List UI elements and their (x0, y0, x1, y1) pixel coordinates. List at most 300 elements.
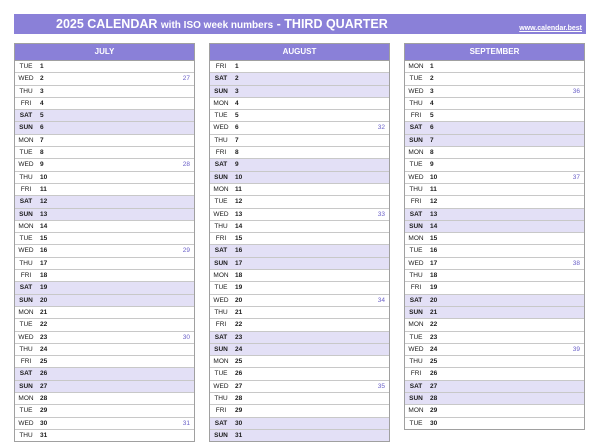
day-row (405, 319, 584, 331)
day-number: 4 (40, 99, 44, 107)
day-row (15, 356, 194, 368)
day-number: 26 (430, 370, 438, 378)
day-name: SUN (214, 173, 228, 181)
day-number: 20 (40, 296, 48, 304)
day-name: THU (19, 87, 33, 95)
day-name: SAT (214, 161, 228, 169)
day-number: 31 (235, 431, 243, 439)
week-number: 36 (572, 87, 580, 95)
day-number: 31 (40, 431, 48, 439)
day-name: MON (18, 395, 34, 403)
day-number: 28 (235, 395, 243, 403)
day-name: SAT (19, 112, 33, 120)
day-number: 17 (40, 259, 48, 267)
day-name: TUE (214, 198, 228, 206)
week-number: 34 (377, 296, 385, 304)
day-row (405, 270, 584, 282)
day-number: 1 (235, 63, 239, 70)
day-number: 1 (430, 63, 434, 70)
day-row (210, 368, 389, 380)
day-number: 6 (40, 124, 44, 132)
day-row (405, 221, 584, 233)
day-number: 8 (430, 149, 434, 157)
day-number: 5 (40, 112, 44, 120)
day-number: 7 (40, 136, 44, 144)
day-row (405, 209, 584, 221)
day-number: 22 (40, 321, 48, 329)
day-row (405, 86, 584, 98)
day-row (210, 98, 389, 110)
day-name: THU (214, 395, 228, 403)
day-list (15, 61, 194, 441)
day-row (15, 233, 194, 245)
day-number: 12 (430, 198, 438, 206)
day-row (15, 282, 194, 294)
day-row (15, 307, 194, 319)
day-number: 5 (235, 112, 239, 120)
day-number: 16 (235, 247, 243, 255)
day-name: SAT (214, 333, 228, 341)
day-name: FRI (215, 149, 227, 157)
day-row (15, 147, 194, 159)
website-link[interactable]: www.calendar.best (519, 25, 582, 32)
day-name: SAT (214, 419, 228, 427)
day-number: 19 (40, 284, 48, 292)
day-row (405, 332, 584, 344)
week-number: 28 (182, 161, 190, 169)
day-number: 27 (235, 382, 243, 390)
day-name: THU (409, 185, 423, 193)
day-name: FRI (215, 321, 227, 329)
day-row (210, 319, 389, 331)
day-name: MON (408, 407, 424, 415)
day-row (405, 172, 584, 184)
day-name: MON (213, 358, 229, 366)
day-number: 22 (430, 321, 438, 329)
day-number: 9 (430, 161, 434, 169)
day-number: 2 (430, 75, 434, 83)
day-row (15, 159, 194, 171)
day-number: 27 (40, 382, 48, 390)
day-number: 6 (235, 124, 239, 132)
day-row (15, 86, 194, 98)
day-name: THU (214, 136, 228, 144)
day-name: THU (19, 173, 33, 181)
day-number: 5 (430, 112, 434, 120)
day-name: WED (18, 75, 34, 83)
day-number: 26 (40, 370, 48, 378)
day-row (210, 86, 389, 98)
day-row (15, 184, 194, 196)
day-name: SUN (19, 124, 33, 132)
day-name: SUN (19, 296, 33, 304)
day-row (210, 184, 389, 196)
day-row (405, 159, 584, 171)
month-column-september (404, 43, 585, 430)
day-row (405, 307, 584, 319)
day-row (405, 258, 584, 270)
day-row (405, 184, 584, 196)
day-name: TUE (409, 161, 423, 169)
day-number: 1 (40, 63, 44, 70)
day-name: THU (409, 272, 423, 280)
day-number: 30 (40, 419, 48, 427)
day-number: 23 (40, 333, 48, 341)
day-name: SAT (19, 284, 33, 292)
week-number: 29 (182, 247, 190, 255)
day-number: 25 (40, 358, 48, 366)
week-number: 35 (377, 382, 385, 390)
day-row (210, 405, 389, 417)
day-number: 2 (40, 75, 44, 83)
week-number: 31 (182, 419, 190, 427)
day-name: THU (19, 431, 33, 439)
day-number: 29 (430, 407, 438, 415)
day-name: TUE (19, 407, 33, 415)
day-number: 11 (235, 185, 242, 193)
day-row (15, 172, 194, 184)
day-number: 3 (40, 87, 44, 95)
day-name: TUE (409, 333, 423, 341)
day-number: 17 (430, 259, 438, 267)
day-row (15, 196, 194, 208)
day-name: SUN (214, 259, 228, 267)
day-name: FRI (410, 284, 422, 292)
day-name: FRI (410, 198, 422, 206)
day-name: MON (408, 149, 424, 157)
day-row (210, 393, 389, 405)
day-number: 20 (235, 296, 243, 304)
day-name: THU (409, 99, 423, 107)
day-row (405, 110, 584, 122)
day-number: 12 (40, 198, 48, 206)
day-number: 6 (430, 124, 434, 132)
day-name: SUN (214, 87, 228, 95)
day-row (210, 221, 389, 233)
day-name: SUN (409, 136, 423, 144)
day-number: 19 (430, 284, 438, 292)
title-subtitle: with ISO week numbers (160, 20, 274, 31)
day-number: 9 (40, 161, 44, 169)
day-number: 27 (430, 382, 438, 390)
day-number: 23 (235, 333, 243, 341)
day-row (15, 295, 194, 307)
day-name: WED (213, 124, 229, 132)
day-row (15, 344, 194, 356)
day-name: MON (18, 308, 34, 316)
day-row (210, 122, 389, 134)
day-number: 2 (235, 75, 239, 83)
day-row (15, 368, 194, 380)
day-row (405, 122, 584, 134)
day-name: FRI (215, 63, 227, 70)
day-row (15, 332, 194, 344)
day-name: MON (213, 272, 229, 280)
day-row (15, 61, 194, 73)
day-number: 22 (235, 321, 243, 329)
day-name: WED (18, 161, 34, 169)
day-name: SAT (19, 198, 33, 206)
day-row (15, 381, 194, 393)
day-row (15, 135, 194, 147)
day-row (405, 295, 584, 307)
day-name: TUE (409, 419, 423, 427)
day-row (15, 270, 194, 282)
day-name: SAT (409, 124, 423, 132)
day-name: WED (213, 382, 229, 390)
month-column-july (14, 43, 195, 442)
day-row (15, 258, 194, 270)
week-number: 27 (182, 75, 190, 83)
day-row (210, 258, 389, 270)
day-row (405, 196, 584, 208)
month-column-august (209, 43, 390, 442)
day-number: 21 (235, 308, 243, 316)
day-name: TUE (19, 149, 33, 157)
day-name: WED (408, 345, 424, 353)
day-number: 25 (235, 358, 243, 366)
day-name: WED (213, 210, 229, 218)
day-number: 3 (430, 87, 434, 95)
day-row (405, 393, 584, 405)
week-number: 38 (572, 259, 580, 267)
week-number: 30 (182, 333, 190, 341)
day-number: 14 (40, 222, 48, 230)
day-row (210, 73, 389, 85)
day-name: THU (409, 358, 423, 366)
day-number: 18 (430, 272, 438, 280)
day-row (210, 172, 389, 184)
day-number: 4 (430, 99, 434, 107)
day-row (405, 282, 584, 294)
day-name: MON (18, 222, 34, 230)
day-number: 17 (235, 259, 243, 267)
day-number: 14 (430, 222, 438, 230)
title-main: 2025 CALENDAR (56, 17, 158, 31)
day-number: 13 (40, 210, 48, 218)
day-row (210, 282, 389, 294)
day-row (15, 405, 194, 417)
day-name: SUN (214, 431, 228, 439)
day-number: 7 (430, 136, 434, 144)
day-name: TUE (214, 284, 228, 292)
day-row (15, 393, 194, 405)
day-number: 10 (40, 173, 48, 181)
day-number: 16 (40, 247, 48, 255)
day-name: FRI (215, 407, 227, 415)
day-row (210, 295, 389, 307)
day-name: SUN (409, 308, 423, 316)
day-number: 29 (40, 407, 48, 415)
day-row (15, 122, 194, 134)
day-name: TUE (214, 370, 228, 378)
day-number: 13 (430, 210, 438, 218)
day-row (405, 356, 584, 368)
day-number: 28 (40, 395, 48, 403)
day-row (210, 159, 389, 171)
day-row (15, 73, 194, 85)
day-number: 30 (430, 419, 438, 427)
day-number: 29 (235, 407, 243, 415)
day-number: 24 (40, 345, 48, 353)
day-row (210, 196, 389, 208)
day-name: WED (18, 419, 34, 427)
title-quarter: - THIRD QUARTER (276, 17, 388, 31)
day-name: MON (213, 99, 229, 107)
day-number: 11 (430, 185, 437, 193)
day-name: TUE (409, 75, 423, 83)
day-number: 10 (430, 173, 438, 181)
day-name: SAT (214, 75, 228, 83)
day-name: FRI (410, 112, 422, 120)
day-row (210, 381, 389, 393)
day-number: 8 (40, 149, 44, 157)
day-name: SAT (409, 210, 423, 218)
page-title (56, 14, 388, 36)
day-number: 25 (430, 358, 438, 366)
day-name: TUE (409, 247, 423, 255)
day-number: 7 (235, 136, 239, 144)
day-row (405, 405, 584, 417)
day-row (405, 73, 584, 85)
day-number: 9 (235, 161, 239, 169)
day-row (405, 344, 584, 356)
day-number: 20 (430, 296, 438, 304)
day-number: 15 (430, 235, 438, 243)
day-name: THU (19, 259, 33, 267)
day-name: FRI (20, 272, 32, 280)
day-name: WED (18, 333, 34, 341)
day-name: MON (408, 63, 424, 70)
day-number: 28 (430, 395, 438, 403)
day-number: 14 (235, 222, 243, 230)
day-row (405, 381, 584, 393)
day-name: MON (408, 235, 424, 243)
day-name: THU (19, 345, 33, 353)
day-row (210, 110, 389, 122)
day-number: 16 (430, 247, 438, 255)
day-number: 15 (40, 235, 48, 243)
day-row (210, 147, 389, 159)
day-number: 24 (430, 345, 438, 353)
day-row (210, 245, 389, 257)
day-name: SUN (409, 395, 423, 403)
day-number: 19 (235, 284, 243, 292)
day-name: TUE (19, 63, 33, 70)
day-name: SUN (409, 222, 423, 230)
day-row (210, 332, 389, 344)
week-number: 37 (572, 173, 580, 181)
day-row (15, 98, 194, 110)
day-number: 15 (235, 235, 243, 243)
day-name: SUN (19, 210, 33, 218)
month-header: SEPTEMBER (405, 44, 584, 61)
day-number: 8 (235, 149, 239, 157)
day-row (210, 233, 389, 245)
day-number: 18 (40, 272, 48, 280)
day-row (15, 245, 194, 257)
day-name: WED (408, 87, 424, 95)
day-number: 3 (235, 87, 239, 95)
day-name: SAT (214, 247, 228, 255)
day-row (405, 368, 584, 380)
day-name: SAT (409, 296, 423, 304)
day-number: 23 (430, 333, 438, 341)
day-name: THU (214, 308, 228, 316)
day-name: FRI (20, 358, 32, 366)
day-name: FRI (410, 370, 422, 378)
day-row (15, 110, 194, 122)
day-number: 30 (235, 419, 243, 427)
day-number: 21 (430, 308, 438, 316)
week-number: 39 (572, 345, 580, 353)
day-name: FRI (20, 185, 32, 193)
day-name: SAT (19, 370, 33, 378)
day-number: 12 (235, 198, 243, 206)
day-number: 11 (40, 185, 47, 193)
day-row (210, 307, 389, 319)
day-row (210, 344, 389, 356)
day-row (15, 430, 194, 441)
day-row (15, 319, 194, 331)
day-number: 24 (235, 345, 243, 353)
month-header: JULY (15, 44, 194, 61)
day-row (210, 61, 389, 73)
month-header: AUGUST (210, 44, 389, 61)
day-row (405, 135, 584, 147)
week-number: 32 (377, 124, 385, 132)
day-name: TUE (19, 321, 33, 329)
day-name: SUN (19, 382, 33, 390)
day-row (210, 430, 389, 441)
day-name: MON (213, 185, 229, 193)
day-row (405, 147, 584, 159)
day-name: TUE (214, 112, 228, 120)
day-row (405, 98, 584, 110)
day-name: WED (408, 259, 424, 267)
day-row (210, 356, 389, 368)
title-banner (14, 14, 586, 34)
day-name: SUN (214, 345, 228, 353)
day-row (405, 61, 584, 73)
day-number: 4 (235, 99, 239, 107)
day-name: SAT (409, 382, 423, 390)
day-row (405, 418, 584, 429)
day-row (210, 135, 389, 147)
day-name: FRI (215, 235, 227, 243)
day-list (210, 61, 389, 441)
day-row (405, 245, 584, 257)
day-number: 21 (40, 308, 48, 316)
day-number: 13 (235, 210, 243, 218)
day-name: WED (18, 247, 34, 255)
day-row (15, 209, 194, 221)
day-name: WED (408, 173, 424, 181)
day-row (210, 209, 389, 221)
day-list (405, 61, 584, 429)
day-row (210, 270, 389, 282)
day-row (405, 233, 584, 245)
day-name: WED (213, 296, 229, 304)
day-number: 10 (235, 173, 243, 181)
day-name: MON (18, 136, 34, 144)
day-name: THU (214, 222, 228, 230)
day-name: MON (408, 321, 424, 329)
day-name: TUE (19, 235, 33, 243)
week-number: 33 (377, 210, 385, 218)
day-name: FRI (20, 99, 32, 107)
day-row (15, 221, 194, 233)
